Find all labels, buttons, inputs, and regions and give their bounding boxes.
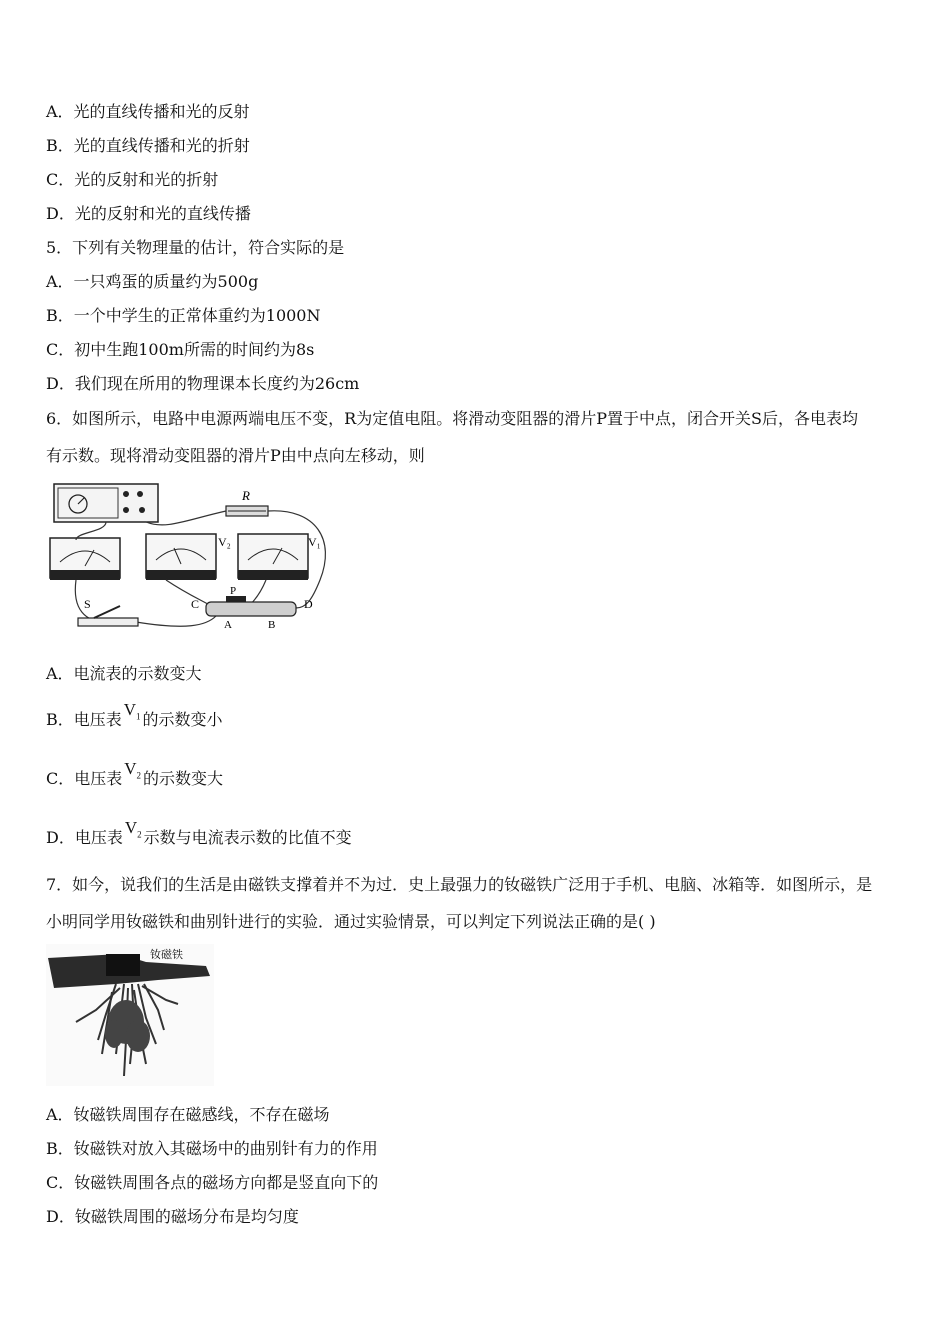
q6-stem-line1: 6．如图所示，电路中电源两端电压不变，R为定值电阻。将滑动变阻器的滑片P置于中点，闭合开关S后，各电表均 (46, 409, 858, 428)
voltmeter-symbol-v2: $V_2$ (124, 818, 142, 840)
label-magnet: 钕磁铁 (150, 948, 183, 961)
q5-option-c: C．初中生跑100m所需的时间约为8s (46, 340, 315, 359)
label-V2: V₂ (218, 535, 231, 549)
voltmeter-symbol-v2: $V_2$ (124, 759, 142, 781)
q6-option-c-pre: C．电压表 (46, 769, 123, 788)
q6-option-d-pre: D．电压表 (46, 828, 123, 847)
ammeter-icon (50, 538, 120, 580)
label-S: S (84, 597, 91, 611)
q7-option-a: A．钕磁铁周围存在磁感线，不存在磁场 (46, 1105, 330, 1124)
magnet-photo (46, 944, 214, 1086)
q6-option-b (46, 700, 223, 736)
q4-option-a: A．光的直线传播和光的反射 (46, 102, 250, 121)
q5-option-b: B．一个中学生的正常体重约为1000N (46, 306, 321, 325)
q7-option-c: C．钕磁铁周围各点的磁场方向都是竖直向下的 (46, 1173, 379, 1192)
q6-option-b-pre: B．电压表 (46, 710, 122, 729)
q4-option-b: B．光的直线传播和光的折射 (46, 136, 250, 155)
voltmeter-v1-icon (238, 534, 308, 580)
q6-option-a: A．电流表的示数变大 (46, 664, 202, 683)
q7-stem-line2: 小明同学用钕磁铁和曲别针进行的实验．通过实验情景，可以判定下列说法正确的是( ) (46, 912, 656, 931)
voltmeter-symbol-v1: $V_1$ (123, 700, 141, 722)
label-C: C (191, 597, 200, 611)
q5-option-a: A．一只鸡蛋的质量约为500g (46, 272, 259, 291)
voltmeter-v2-icon (146, 534, 216, 580)
q6-stem-line2: 有示数。现将滑动变阻器的滑片P由中点向左移动，则 (46, 446, 425, 465)
q6-option-c-post: 的示数变大 (143, 769, 224, 788)
circuit-figure (46, 480, 336, 632)
q6-option-d-post: 示数与电流表示数的比值不变 (143, 828, 352, 847)
label-A: A (224, 619, 232, 631)
q6-option-d (46, 818, 352, 854)
q4-option-d: D．光的反射和光的直线传播 (46, 204, 251, 223)
q6-option-c (46, 759, 224, 795)
q5-option-d: D．我们现在所用的物理课本长度约为26cm (46, 374, 360, 393)
q4-option-c: C．光的反射和光的折射 (46, 170, 219, 189)
label-B: B (268, 619, 276, 631)
q7-option-b: B．钕磁铁对放入其磁场中的曲别针有力的作用 (46, 1139, 378, 1158)
q5-stem: 5．下列有关物理量的估计，符合实际的是 (46, 238, 345, 257)
q7-stem-line1: 7．如今，说我们的生活是由磁铁支撑着并不为过．史上最强力的钕磁铁广泛用于手机、电脑、冰箱等．如图所示，是 (46, 875, 873, 894)
q7-option-d: D．钕磁铁周围的磁场分布是均匀度 (46, 1207, 299, 1226)
label-P: P (230, 585, 237, 597)
q6-option-b-post: 的示数变小 (142, 710, 223, 729)
label-V1: V₁ (308, 535, 321, 549)
label-D: D (304, 597, 313, 611)
label-R: R (242, 488, 250, 503)
